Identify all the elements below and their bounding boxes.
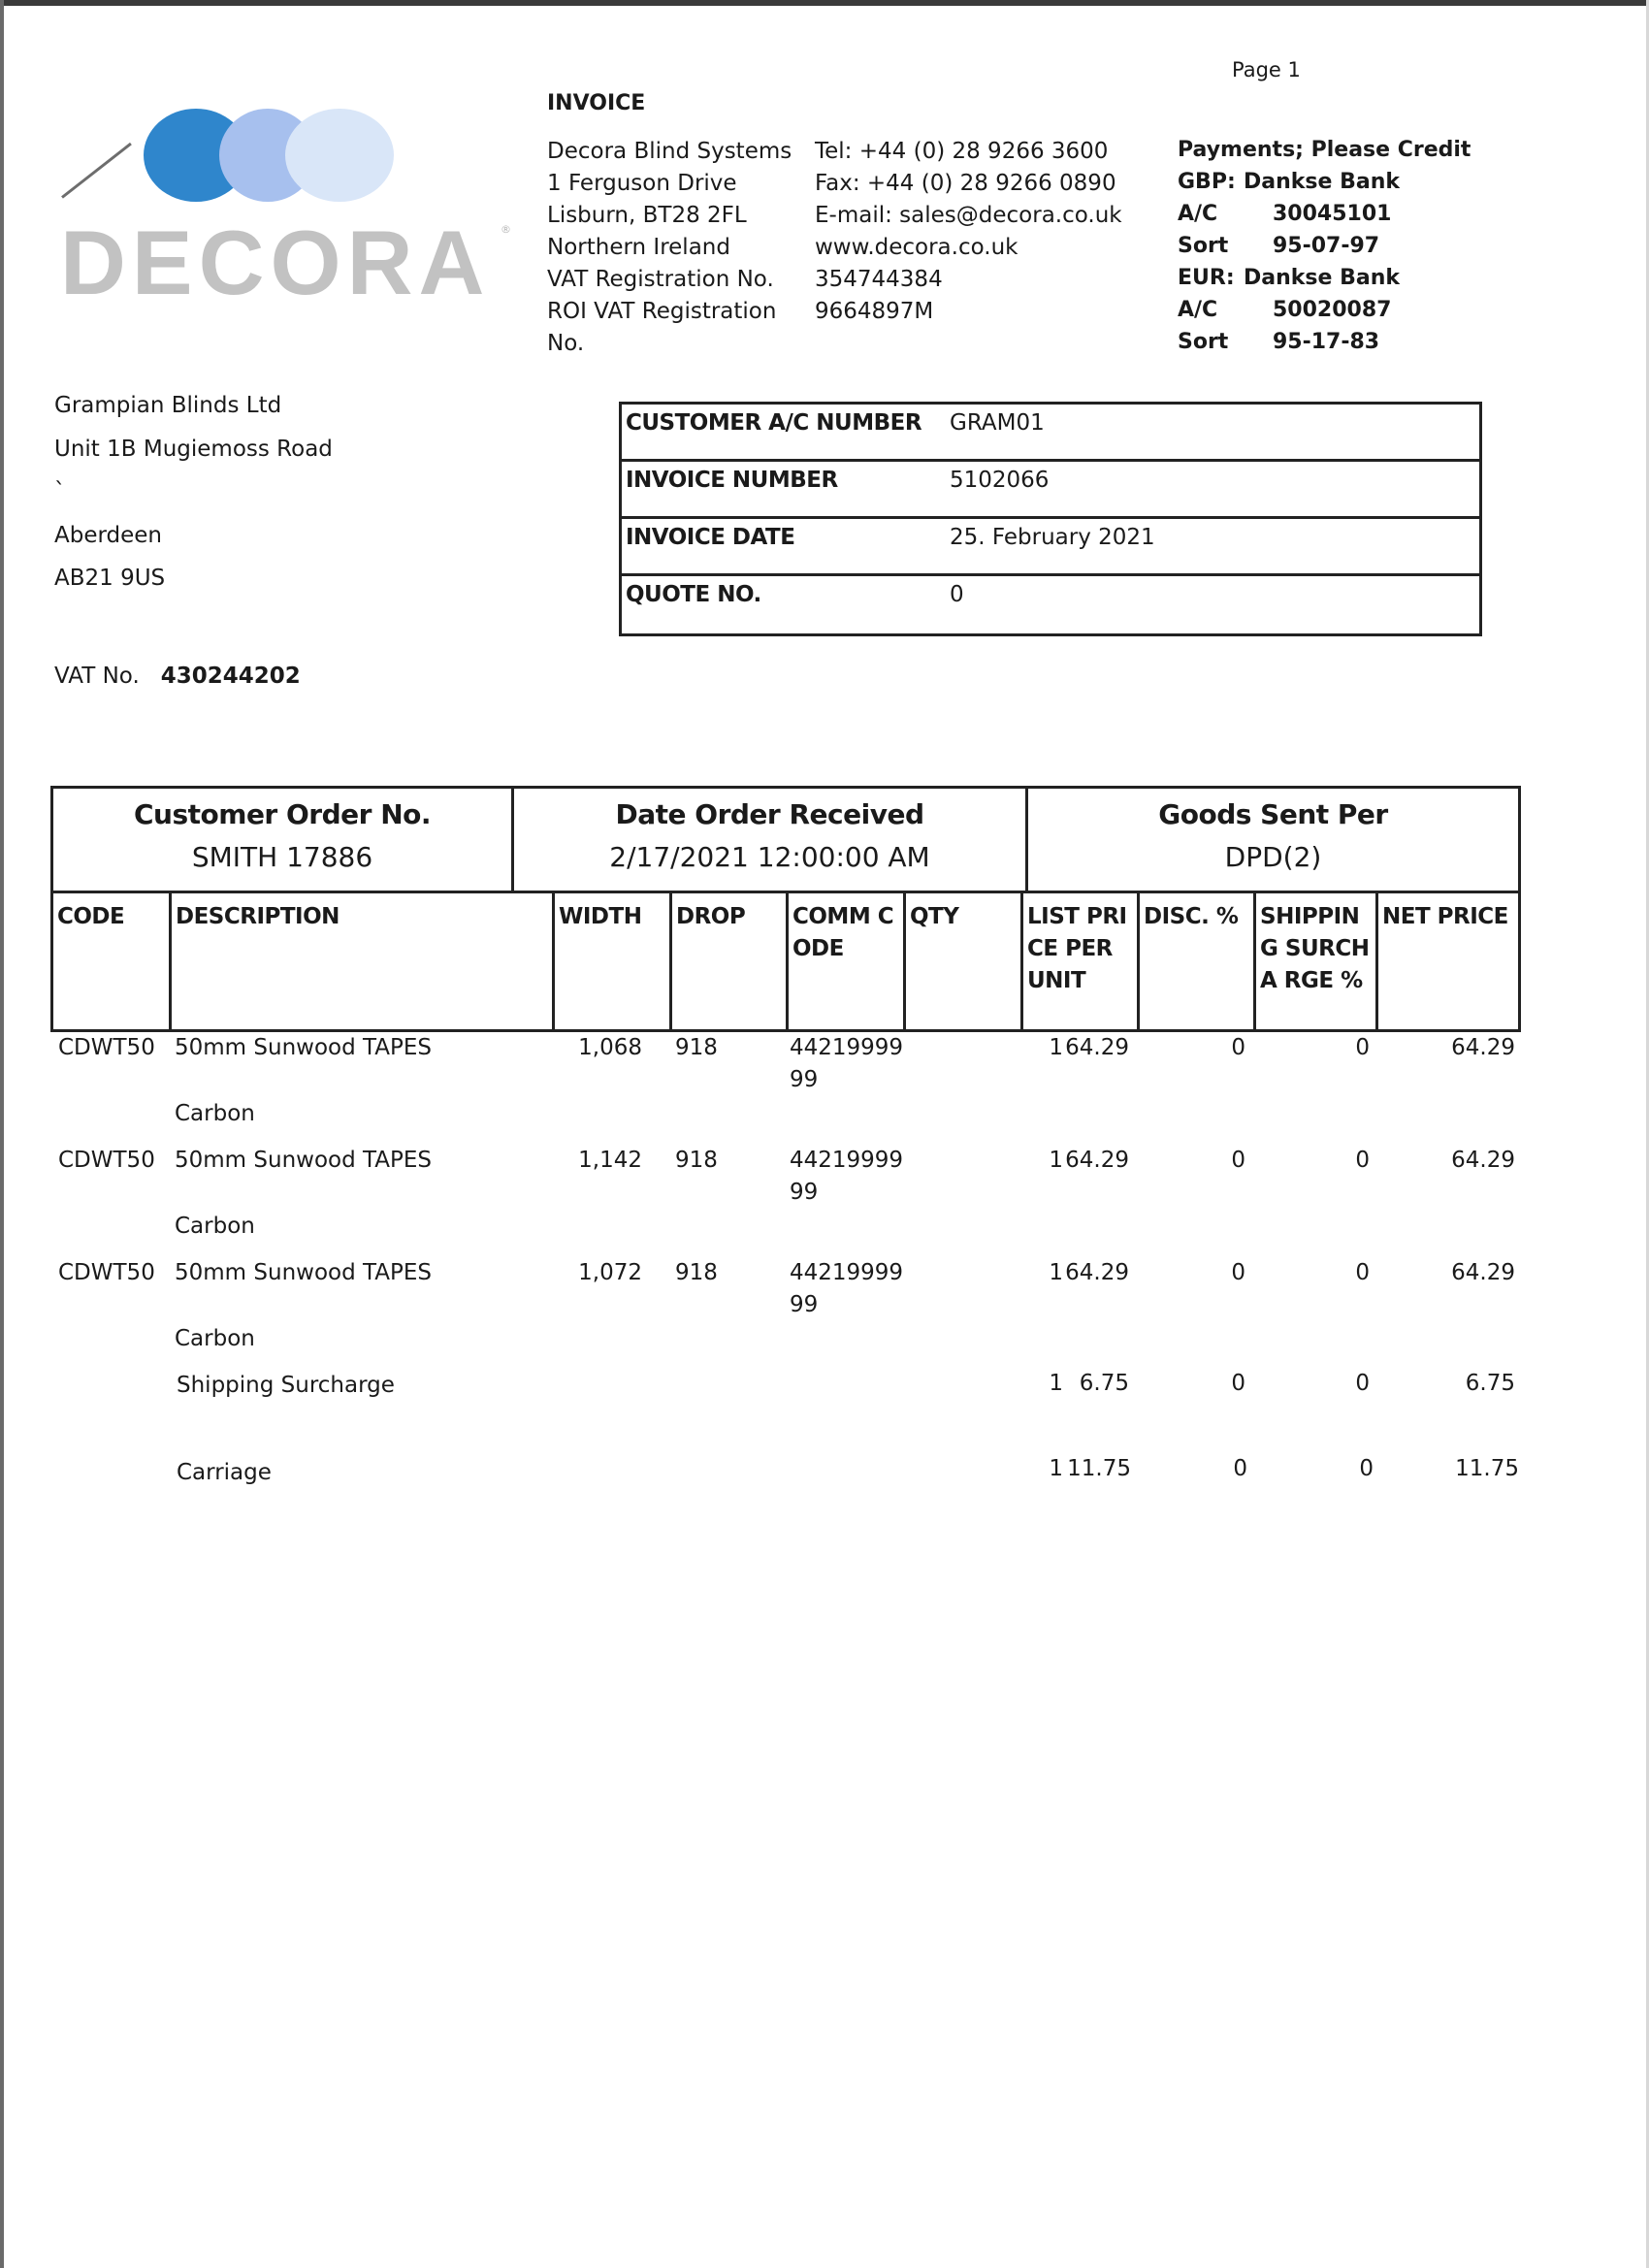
- item-list-price: 6.75: [1079, 1371, 1129, 1396]
- item-qty: 1: [1049, 1035, 1063, 1060]
- decora-logo: [60, 105, 526, 313]
- item-subdescription: Carbon: [175, 1326, 255, 1351]
- info-value: 0: [950, 582, 964, 607]
- logo-circle-light-icon: [285, 109, 394, 202]
- company-address-block: [547, 136, 792, 360]
- item-subdescription: Carbon: [175, 1101, 255, 1126]
- item-comm-code-cont: 99: [790, 1180, 819, 1205]
- item-shipping-surcharge: 0: [1355, 1260, 1370, 1285]
- col-code: CODE: [57, 904, 125, 929]
- info-label: QUOTE NO.: [626, 582, 761, 607]
- item-width: 1,072: [578, 1260, 642, 1285]
- customer-street: Unit 1B Mugiemoss Road: [54, 436, 333, 462]
- gbp-sort-code: 95-07-97: [1273, 234, 1380, 258]
- company-region: Northern Ireland: [547, 235, 730, 260]
- item-list-price: 64.29: [1065, 1035, 1129, 1060]
- goods-sent-cell: [1025, 789, 1518, 892]
- eur-bank: Dankse Bank: [1244, 266, 1400, 290]
- gbp-ac-number: 30045101: [1273, 202, 1392, 226]
- vat-reg-number: 354744384: [815, 267, 943, 292]
- item-description: Shipping Surcharge: [177, 1373, 395, 1398]
- item-comm-code: 44219999: [790, 1148, 904, 1173]
- logo-wand-icon: [61, 143, 132, 199]
- customer-vat-number: 430244202: [160, 664, 301, 689]
- company-name: Decora Blind Systems: [547, 139, 792, 164]
- info-row-invoice-date: [622, 519, 1479, 576]
- col-drop: DROP: [669, 893, 786, 1029]
- item-drop: 918: [675, 1148, 718, 1173]
- item-description: 50mm Sunwood TAPES: [175, 1260, 433, 1285]
- item-comm-code: 44219999: [790, 1035, 904, 1060]
- company-email: E-mail: sales@decora.co.uk: [815, 203, 1122, 228]
- customer-postcode: AB21 9US: [54, 566, 166, 591]
- col-discount: DISC. %: [1137, 893, 1253, 1029]
- logo-wordmark: DECORA: [60, 211, 491, 313]
- item-discount: 0: [1231, 1371, 1245, 1396]
- item-code: CDWT50: [58, 1260, 155, 1285]
- info-label: INVOICE DATE: [626, 525, 795, 550]
- page-number: Page 1: [1232, 58, 1301, 81]
- roi-vat-reg-label: ROI VAT Registration: [547, 299, 777, 324]
- scan-edge-left: [0, 0, 4, 2268]
- item-subdescription: Carbon: [175, 1214, 255, 1239]
- col-net-price: NET PRICE: [1375, 893, 1518, 1029]
- date-received-label: Date Order Received: [615, 798, 924, 830]
- info-row-invoice-number: [622, 462, 1479, 519]
- item-comm-code: 44219999: [790, 1260, 904, 1285]
- item-qty: 1: [1049, 1456, 1063, 1481]
- vat-reg-label: VAT Registration No.: [547, 267, 774, 292]
- item-comm-code-cont: 99: [790, 1292, 819, 1317]
- customer-city: Aberdeen: [54, 522, 163, 548]
- eur-ac-number: 50020087: [1273, 298, 1392, 322]
- item-width: 1,068: [578, 1035, 642, 1060]
- item-net-price: 64.29: [1451, 1260, 1515, 1285]
- item-shipping-surcharge: 0: [1355, 1148, 1370, 1173]
- eur-ac-label: A/C: [1178, 298, 1218, 322]
- item-shipping-surcharge: 0: [1355, 1371, 1370, 1396]
- item-shipping-surcharge: 0: [1355, 1035, 1370, 1060]
- payment-details: [1178, 134, 1471, 358]
- date-received-cell: [511, 789, 1025, 892]
- item-net-price: 6.75: [1465, 1371, 1515, 1396]
- item-net-price: 64.29: [1451, 1035, 1515, 1060]
- invoice-title: INVOICE: [547, 91, 646, 115]
- customer-order-cell: [53, 789, 511, 892]
- info-label: CUSTOMER A/C NUMBER: [626, 410, 922, 436]
- customer-vat: [54, 664, 301, 689]
- company-website: www.decora.co.uk: [815, 235, 1018, 260]
- company-street: 1 Ferguson Drive: [547, 171, 737, 196]
- scan-edge-top: [0, 0, 1649, 6]
- item-code: CDWT50: [58, 1035, 155, 1060]
- item-discount: 0: [1233, 1456, 1247, 1481]
- item-list-price: 64.29: [1065, 1148, 1129, 1173]
- col-description: DESCRIPTION: [169, 893, 552, 1029]
- gbp-label: GBP:: [1178, 170, 1236, 194]
- table-row: [50, 1145, 1521, 1257]
- item-list-price: 11.75: [1067, 1456, 1131, 1481]
- eur-sort-label: Sort: [1178, 330, 1229, 354]
- table-row: [50, 1257, 1521, 1370]
- order-meta-table: [50, 786, 1521, 892]
- item-net-price: 11.75: [1455, 1456, 1519, 1481]
- item-width: 1,142: [578, 1148, 642, 1173]
- line-items-header: [50, 891, 1521, 1032]
- col-shipping-surcharge: SHIPPIN G SURCHA RGE %: [1253, 893, 1375, 1029]
- customer-vat-label: VAT No.: [54, 664, 140, 689]
- info-row-account: [622, 405, 1479, 462]
- gbp-sort-label: Sort: [1178, 234, 1229, 258]
- registered-mark: ®: [501, 223, 511, 236]
- eur-label: EUR:: [1178, 266, 1235, 290]
- gbp-ac-label: A/C: [1178, 202, 1218, 226]
- item-drop: 918: [675, 1035, 718, 1060]
- invoice-info-table: [619, 402, 1482, 636]
- customer-name: Grampian Blinds Ltd: [54, 393, 282, 418]
- date-received-value: 2/17/2021 12:00:00 AM: [609, 841, 930, 873]
- info-label: INVOICE NUMBER: [626, 468, 838, 493]
- eur-sort-code: 95-17-83: [1273, 330, 1380, 354]
- col-qty: QTY: [903, 893, 1020, 1029]
- item-discount: 0: [1231, 1260, 1245, 1285]
- company-contact-block: [815, 136, 1122, 328]
- item-list-price: 64.29: [1065, 1260, 1129, 1285]
- gbp-bank: Dankse Bank: [1244, 170, 1400, 194]
- customer-order-label: Customer Order No.: [134, 798, 431, 830]
- roi-vat-reg-number: 9664897M: [815, 299, 934, 324]
- customer-address-line3: `: [54, 479, 66, 504]
- info-row-quote-number: [622, 576, 1479, 633]
- roi-vat-reg-label-cont: No.: [547, 331, 585, 356]
- info-value: 25. February 2021: [950, 525, 1155, 550]
- company-tel: Tel: +44 (0) 28 9266 3600: [815, 139, 1109, 164]
- company-city: Lisburn, BT28 2FL: [547, 203, 747, 228]
- item-drop: 918: [675, 1260, 718, 1285]
- payments-title: Payments; Please Credit: [1178, 138, 1471, 162]
- item-qty: 1: [1049, 1260, 1063, 1285]
- col-list-price: LIST PRICE PER UNIT: [1020, 893, 1137, 1029]
- info-value: GRAM01: [950, 410, 1045, 436]
- item-description: 50mm Sunwood TAPES: [175, 1148, 433, 1173]
- item-comm-code-cont: 99: [790, 1067, 819, 1092]
- company-fax: Fax: +44 (0) 28 9266 0890: [815, 171, 1116, 196]
- col-width: WIDTH: [552, 893, 669, 1029]
- item-description: 50mm Sunwood TAPES: [175, 1035, 433, 1060]
- col-comm-code: COMM CODE: [786, 893, 903, 1029]
- item-qty: 1: [1049, 1148, 1063, 1173]
- table-row: [50, 1032, 1521, 1145]
- table-row: [50, 1457, 1521, 1515]
- item-description: Carriage: [177, 1460, 272, 1485]
- goods-sent-value: DPD(2): [1224, 841, 1322, 873]
- info-value: 5102066: [950, 468, 1050, 493]
- customer-order-value: SMITH 17886: [191, 841, 373, 873]
- item-qty: 1: [1049, 1371, 1063, 1396]
- item-net-price: 64.29: [1451, 1148, 1515, 1173]
- item-code: CDWT50: [58, 1148, 155, 1173]
- item-discount: 0: [1231, 1148, 1245, 1173]
- goods-sent-label: Goods Sent Per: [1158, 798, 1388, 830]
- item-discount: 0: [1231, 1035, 1245, 1060]
- item-shipping-surcharge: 0: [1359, 1456, 1374, 1481]
- customer-address: [54, 384, 333, 600]
- table-row: [50, 1370, 1521, 1457]
